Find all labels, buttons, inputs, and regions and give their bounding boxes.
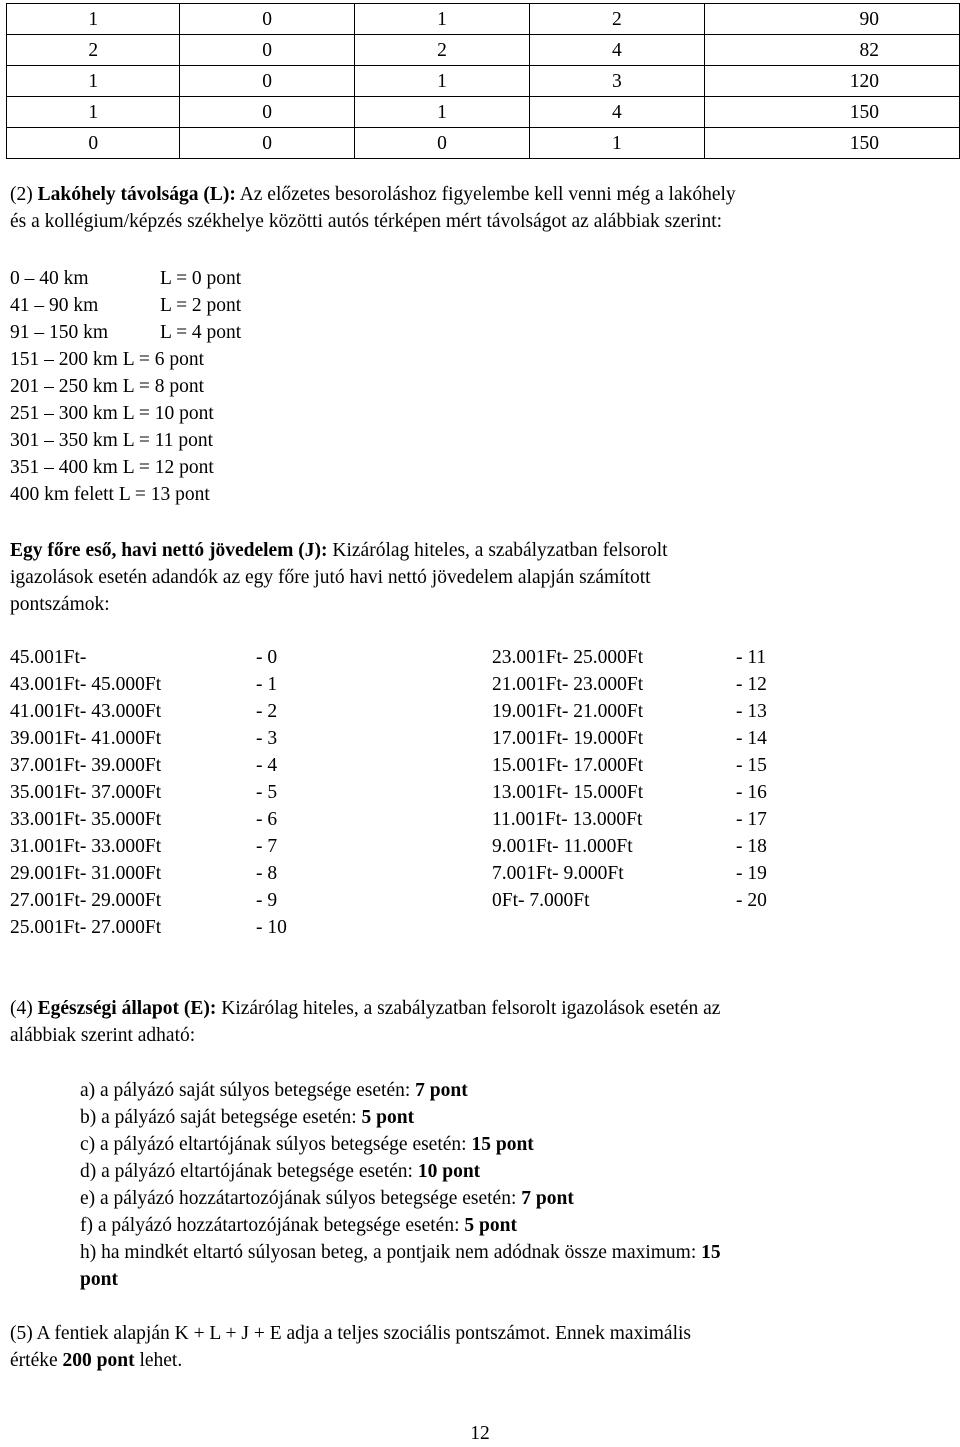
income-range: 21.001Ft- 23.000Ft [492,674,644,695]
income-points: - 13 [736,701,767,722]
table-cell: 4 [530,35,704,66]
section-2-line-2: és a kollégium/képzés székhelye közötti autós térképen mért távolságot az alábbiak szerint: [10,211,723,232]
table-row [7,128,960,159]
distance-points: L = 2 pont [160,295,242,316]
table-row [7,97,960,128]
section-2-line-1 [10,181,955,208]
section-2-prefix: (2) [10,184,38,205]
income-points: - 7 [256,836,278,857]
income-range: 17.001Ft- 19.000Ft [492,728,644,749]
section-4-title: Egészségi állapot (E): [37,998,217,1019]
section-3-text: Kizárólag hiteles, a szabályzatban felsorolt [327,540,668,561]
list-item [80,1212,940,1239]
list-item [80,1239,940,1266]
list-item [492,671,767,698]
section-5-text-end: lehet. [134,1350,183,1371]
income-list-right [492,644,767,914]
table-cell: 0 [180,66,354,97]
health-item-text: c) a pályázó eltartójának súlyos betegsége esetén: [80,1134,472,1155]
health-item-text: h) ha mindkét eltartó súlyosan beteg, a pontjaik nem adódnak össze maximum: [80,1242,702,1263]
income-range: 9.001Ft- 11.000Ft [492,836,633,857]
list-item [492,860,767,887]
table-cell: 82 [704,35,959,66]
section-2-intro [10,181,955,235]
table-cell: 0 [354,128,529,159]
list-item [492,887,767,914]
income-range: 23.001Ft- 25.000Ft [492,647,644,668]
income-points: - 8 [256,863,278,884]
section-3-line-3: pontszámok: [10,594,110,615]
income-range: 11.001Ft- 13.000Ft [492,809,643,830]
section-4-prefix: (4) [10,998,38,1019]
health-item-points: 7 pont [521,1188,574,1209]
list-item [492,806,767,833]
income-points: - 17 [736,809,767,830]
income-points: - 6 [256,809,278,830]
section-3-line-2: igazolások esetén adandók az egy főre jutó havi nettó jövedelem alapján számított [10,567,651,588]
income-points: - 4 [256,755,278,776]
health-item-text: d) a pályázó eltartójának betegsége esetén: [80,1161,418,1182]
income-points: - 14 [736,728,767,749]
distance-points: L = 0 pont [160,268,242,289]
income-range: 45.001Ft- [10,647,87,668]
distance-points: L = 8 pont [122,376,205,397]
distance-range: 151 – 200 km [10,349,118,370]
list-item [10,671,287,698]
table-cell: 2 [7,35,180,66]
list-item [10,400,955,427]
list-item [492,752,767,779]
income-points: - 2 [256,701,278,722]
table-cell: 150 [704,97,959,128]
section-5-line-1: (5) A fentiek alapján K + L + J + E adja a teljes szociális pontszámot. Ennek maximális [10,1323,692,1344]
section-4-line-1 [10,995,955,1022]
table-cell: 0 [180,35,354,66]
section-2-text: Az előzetes besoroláshoz figyelembe kell venni még a lakóhely [235,184,736,205]
income-range: 15.001Ft- 17.000Ft [492,755,644,776]
list-item [492,833,767,860]
income-points: - 11 [736,647,767,668]
list-item [10,833,287,860]
income-points: - 12 [736,674,767,695]
section-5 [10,1320,955,1374]
list-item [80,1185,940,1212]
health-item-points: 5 pont [464,1215,517,1236]
list-item [10,292,955,319]
distance-points: L = 6 pont [122,349,205,370]
table-cell: 0 [7,128,180,159]
list-item [10,887,287,914]
table-cell: 90 [704,4,959,35]
section-5-text: értéke [10,1350,63,1371]
section-4-line-2: alábbiak szerint adható: [10,1025,196,1046]
table-cell: 2 [530,4,704,35]
health-item-text: f) a pályázó hozzátartozójának betegsége esetén: [80,1215,465,1236]
list-item [10,373,955,400]
distance-range: 41 – 90 km [10,295,99,316]
list-item [492,698,767,725]
table-cell: 0 [180,4,354,35]
health-list [80,1077,940,1293]
distance-range: 351 – 400 km [10,457,118,478]
income-range: 25.001Ft- 27.000Ft [10,917,162,938]
section-2-title: Lakóhely távolsága (L): [37,184,236,205]
table-cell: 1 [354,97,529,128]
section-3-intro [10,537,955,618]
table-cell: 1 [7,4,180,35]
distance-points: L = 12 pont [122,457,214,478]
income-range: 7.001Ft- 9.000Ft [492,863,624,884]
section-3-title: Egy főre eső, havi nettó jövedelem (J): [10,540,328,561]
list-item: 400 km felett L = 13 pont [10,484,210,505]
health-item-text: b) a pályázó saját betegsége esetén: [80,1107,362,1128]
list-item [10,265,955,292]
list-item [10,644,287,671]
distance-range: 0 – 40 km [10,268,89,289]
income-range: 43.001Ft- 45.000Ft [10,674,162,695]
health-item-text: a) a pályázó saját súlyos betegsége esetén: [80,1080,416,1101]
section-4-text: Kizárólag hiteles, a szabályzatban felsorolt igazolások esetén az [216,998,721,1019]
list-item [10,725,287,752]
table-cell: 4 [530,97,704,128]
income-range: 19.001Ft- 21.000Ft [492,701,644,722]
income-points: - 3 [256,728,278,749]
table-cell: 1 [530,128,704,159]
table-cell: 0 [180,97,354,128]
list-item [10,454,955,481]
health-item-points: 15 [701,1242,721,1263]
distance-points: L = 11 pont [122,430,214,451]
table-cell: 3 [530,66,704,97]
table-cell: 120 [704,66,959,97]
table-cell: 150 [704,128,959,159]
table-cell: 2 [354,35,529,66]
distance-range: 251 – 300 km [10,403,118,424]
section-3-line-1 [10,537,955,564]
table-cell: 1 [7,66,180,97]
income-range: 27.001Ft- 29.000Ft [10,890,162,911]
income-range: 41.001Ft- 43.000Ft [10,701,162,722]
list-item [80,1104,940,1131]
table-cell: 1 [7,97,180,128]
list-item [10,860,287,887]
section-4-intro [10,995,955,1049]
list-item [10,346,955,373]
table-cell: 1 [354,4,529,35]
section-5-max-points: 200 pont [62,1350,135,1371]
list-item [492,779,767,806]
distance-list [10,265,955,508]
health-item-text: e) a pályázó hozzátartozójának súlyos betegsége esetén: [80,1188,522,1209]
income-points: - 1 [256,674,278,695]
table-row [7,4,960,35]
health-item-points: 7 pont [415,1080,468,1101]
table-row [7,66,960,97]
list-item [10,914,287,941]
distance-points: L = 4 pont [160,322,242,343]
table-cell: 1 [354,66,529,97]
list-item [80,1131,940,1158]
list-item [10,698,287,725]
income-points: - 5 [256,782,278,803]
income-range: 39.001Ft- 41.000Ft [10,728,162,749]
income-points: - 20 [736,890,767,911]
income-points: - 15 [736,755,767,776]
list-item [10,806,287,833]
list-item [80,1158,940,1185]
score-table [6,3,960,159]
list-item [492,644,767,671]
list-item [10,779,287,806]
income-range: 29.001Ft- 31.000Ft [10,863,162,884]
income-range: 35.001Ft- 37.000Ft [10,782,162,803]
table-cell: 0 [180,128,354,159]
list-item-continuation [80,1266,940,1293]
income-range: 0Ft- 7.000Ft [492,890,590,911]
income-points: - 0 [256,647,278,668]
list-item [10,427,955,454]
section-5-line-2 [10,1347,955,1374]
income-points: - 19 [736,863,767,884]
health-item-points: pont [80,1269,118,1290]
distance-range: 201 – 250 km [10,376,118,397]
income-range: 37.001Ft- 39.000Ft [10,755,162,776]
income-points: - 9 [256,890,278,911]
health-item-points: 5 pont [361,1107,415,1128]
page-number: 12 [470,1423,490,1444]
health-item-points: 10 pont [417,1161,481,1182]
distance-points: L = 10 pont [122,403,214,424]
list-item [10,752,287,779]
distance-range: 301 – 350 km [10,430,118,451]
table-row [7,35,960,66]
income-range: 13.001Ft- 15.000Ft [492,782,644,803]
list-item [10,319,955,346]
income-points: - 10 [256,917,287,938]
income-list-left [10,644,287,941]
health-item-points: 15 pont [471,1134,534,1155]
list-item [80,1077,940,1104]
income-range: 33.001Ft- 35.000Ft [10,809,162,830]
income-points: - 18 [736,836,767,857]
income-range: 31.001Ft- 33.000Ft [10,836,162,857]
list-item [492,725,767,752]
distance-range: 91 – 150 km [10,322,109,343]
income-points: - 16 [736,782,767,803]
